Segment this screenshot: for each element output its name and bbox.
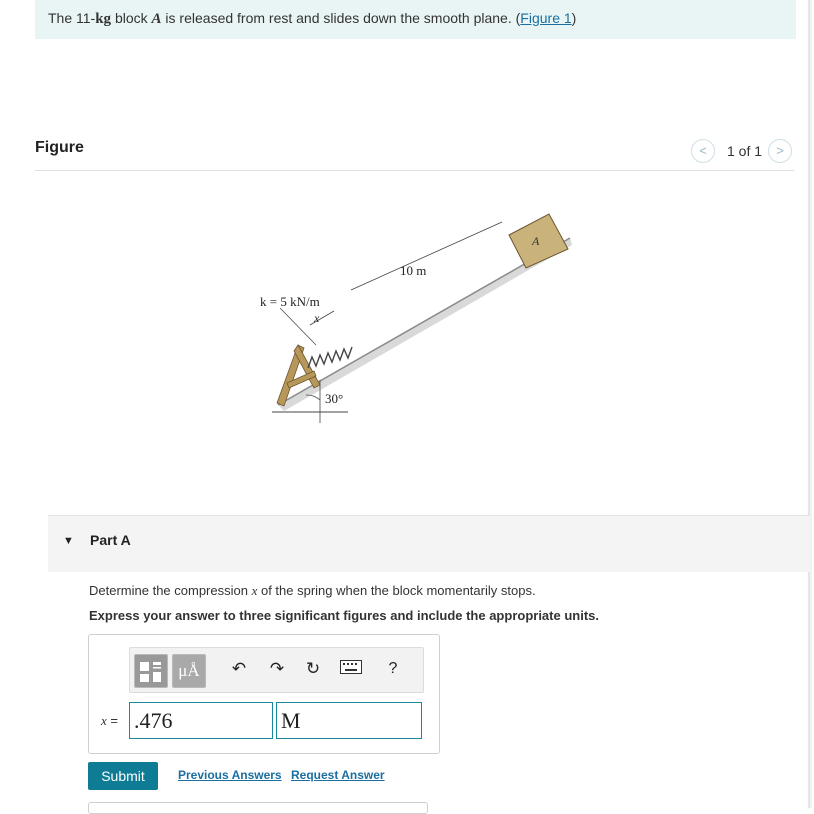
figure-link[interactable]: Figure 1 xyxy=(520,10,572,26)
keyboard-icon[interactable] xyxy=(338,656,364,682)
figure-counter: 1 of 1 xyxy=(727,143,763,159)
keyboard-glyph xyxy=(340,660,362,674)
mass-unit: kg xyxy=(95,11,112,27)
templates-icon xyxy=(135,655,167,687)
next-figure-button[interactable] xyxy=(768,139,792,163)
chevron-right-icon: > xyxy=(776,143,784,158)
unit-input[interactable]: M xyxy=(276,702,422,739)
undo-icon[interactable]: ↶ xyxy=(231,659,247,678)
help-icon[interactable]: ? xyxy=(388,660,398,677)
question-text xyxy=(89,583,536,599)
units-button[interactable]: μÅ xyxy=(172,654,206,688)
instruction-text: Express your answer to three significant figures and include the appropriate units. xyxy=(89,608,599,623)
problem-prefix: The 11- xyxy=(48,10,96,26)
request-answer-link[interactable]: Request Answer xyxy=(291,768,385,782)
incline-diagram xyxy=(250,205,580,425)
k-leader-line xyxy=(280,308,316,345)
answer-panel xyxy=(88,634,440,754)
collapse-caret-icon[interactable]: ▼ xyxy=(63,535,74,547)
block-label: A xyxy=(532,234,540,248)
problem-statement xyxy=(35,0,796,39)
problem-middle: block xyxy=(111,10,152,26)
problem-suffix: is released from rest and slides down the smooth plane. ( xyxy=(161,10,521,26)
block-name: A xyxy=(151,11,162,27)
spring xyxy=(308,347,352,368)
question-variable: x xyxy=(251,583,258,598)
part-a-label: Part A xyxy=(90,532,131,548)
value-input[interactable]: .476 xyxy=(129,702,273,739)
problem-close: ) xyxy=(571,10,577,26)
angle-label: 30° xyxy=(325,391,344,406)
reset-icon[interactable]: ↻ xyxy=(305,659,321,678)
answer-variable-label: x = xyxy=(101,713,118,728)
question-pre: Determine the compression xyxy=(89,583,252,598)
scroll-track-edge xyxy=(810,0,812,808)
length-label: 10 m xyxy=(400,263,427,278)
equation-toolbar xyxy=(129,647,424,693)
figure-divider xyxy=(35,170,794,171)
compression-label: x xyxy=(314,311,320,325)
distance-dimension-line xyxy=(351,222,502,290)
chevron-left-icon: < xyxy=(699,143,707,158)
redo-icon[interactable]: ↷ xyxy=(269,659,285,678)
answer-variable: x xyxy=(101,713,107,728)
feedback-panel xyxy=(88,802,428,814)
previous-figure-button[interactable] xyxy=(691,139,715,163)
problem-text xyxy=(48,10,576,28)
submit-button[interactable]: Submit xyxy=(88,762,158,790)
question-post: of the spring when the block momentarily stops. xyxy=(257,583,536,598)
stiffness-label: k = 5 kN/m xyxy=(260,294,320,309)
part-a-header[interactable] xyxy=(48,515,810,572)
figure-heading: Figure xyxy=(35,139,84,156)
previous-answers-link[interactable]: Previous Answers xyxy=(178,768,282,782)
templates-button[interactable] xyxy=(134,654,168,688)
